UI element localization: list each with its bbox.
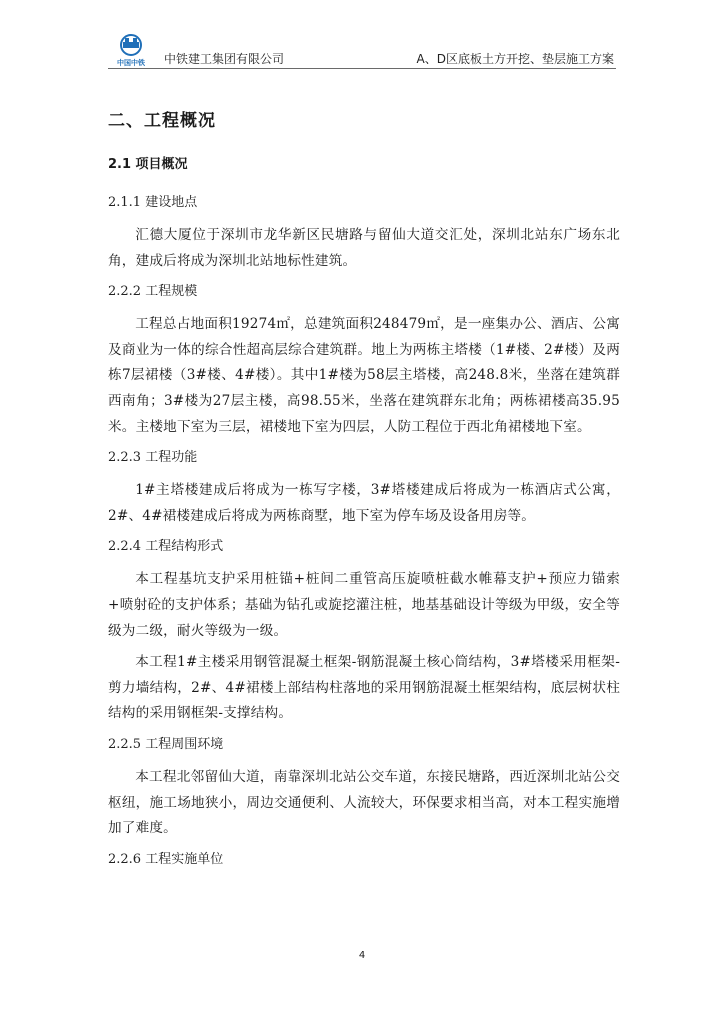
item-heading: 2.2.5 工程周围环境 [108,736,224,752]
item-heading: 2.1.1 建设地点 [108,195,198,210]
body-paragraph: 本工程1#主楼采用钢管混凝土框架-钢筋混凝土核心筒结构，3#塔楼采用框架-剪力墙结构，2#、4#裙楼上部结构柱落地的采用钢筋混凝土框架结构，底层树状柱结构的采用钢框架-支撑结构。 [108,654,620,722]
page-header [108,34,616,69]
section-title: 二、工程概况 [108,111,216,131]
body-paragraph: 本工程北邻留仙大道，南靠深圳北站公交车道，东接民塘路，西近深圳北站公交枢纽，施工场地狭小，周边交通便利、人流较大，环保要求相当高，对本工程实施增加了难度。 [108,768,620,837]
item-heading: 2.2.4 工程结构形式 [108,539,224,555]
item-heading: 2.2.3 工程功能 [108,450,198,466]
document-body [108,100,620,880]
body-paragraph: 本工程基坑支护采用桩锚+桩间二重管高压旋喷桩截水帷幕支护+预应力锚索+喷射砼的支护体系；基础为钻孔或旋挖灌注桩，地基基础设计等级为甲级，安全等级为二级，耐火等级为一级。 [108,571,620,639]
item-list [108,191,620,867]
subsection-title: 2.1 项目概况 [108,157,188,172]
company-name: 中铁建工集团有限公司 [164,52,285,66]
body-paragraph: 工程总占地面积19274㎡，总建筑面积248479㎡，是一座集办公、酒店、公寓及商业为一体的综合性超高层综合建筑群。地上为两栋主塔楼（1#楼、2#楼）及两栋7层裙楼（3#楼、4#楼）。其中1#楼为58层主塔楼，高248.8米，坐落在建筑群西南角；3#楼为27层主楼，高98.55米，坐落在建筑群东北角；两栋裙楼高35.95米。主楼地下室为三层，裙楼地下室为四层，人防工程位于西北角裙楼地下室。 [108,316,620,435]
page-number: 4 [358,950,366,961]
item-heading: 2.2.2 工程规模 [108,284,198,300]
logo-text: 中国中铁 [117,59,145,67]
body-paragraph: 汇德大厦位于深圳市龙华新区民塘路与留仙大道交汇处，深圳北站东广场东北角，建成后将成为深圳北站地标性建筑。 [108,227,620,269]
document-title: A、D区底板土方开挖、垫层施工方案 [416,52,614,66]
body-paragraph: 1#主塔楼建成后将成为一栋写字楼，3#塔楼建成后将成为一栋酒店式公寓，2#、4#裙楼建成后将成为两栋商墅，地下室为停车场及设备用房等。 [108,482,620,524]
company-logo-icon [108,34,154,68]
item-heading: 2.2.6 工程实施单位 [108,851,224,867]
